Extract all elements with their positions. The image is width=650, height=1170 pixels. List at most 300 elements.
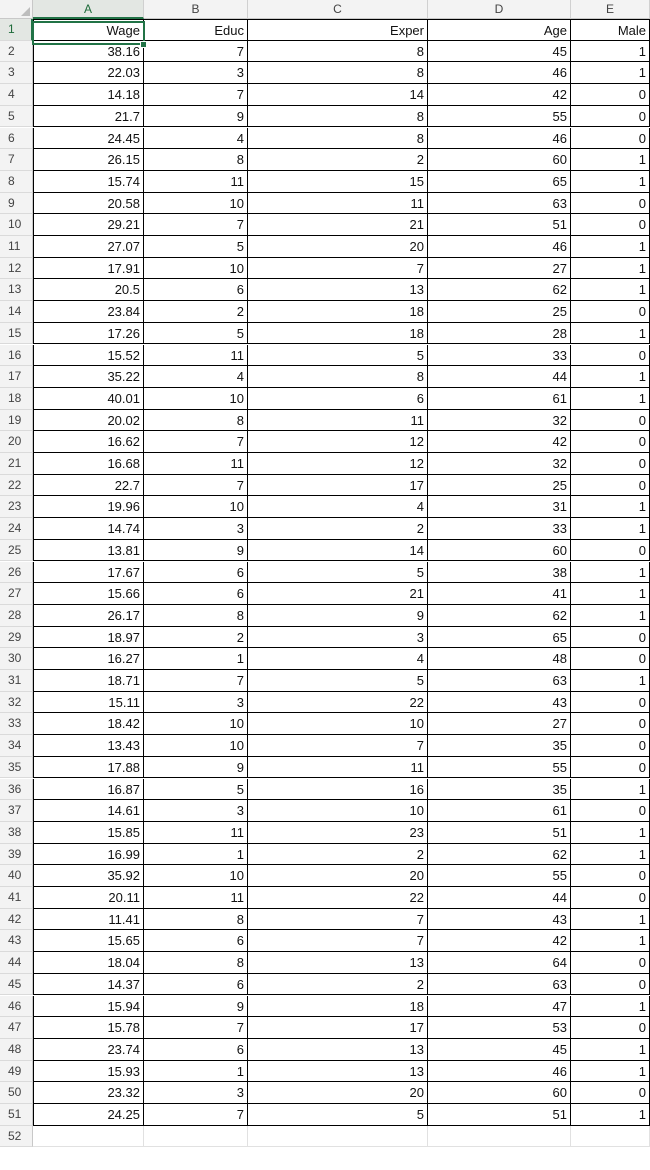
cell-a44[interactable]: 18.04 [33,952,144,974]
cell-b5[interactable]: 9 [144,106,248,128]
cell-b26[interactable]: 6 [144,562,248,584]
cell-d14[interactable]: 25 [428,301,571,323]
cell-a13[interactable]: 20.5 [33,279,144,301]
row-header-22[interactable]: 22 [0,475,33,497]
row-header-6[interactable]: 6 [0,128,33,150]
cell-a29[interactable]: 18.97 [33,627,144,649]
cell-d29[interactable]: 65 [428,627,571,649]
select-all-corner[interactable] [0,0,33,19]
row-header-30[interactable]: 30 [0,648,33,670]
cell-d13[interactable]: 62 [428,279,571,301]
cell-c5[interactable]: 8 [248,106,428,128]
row-header-41[interactable]: 41 [0,887,33,909]
column-header-e[interactable]: E [571,0,650,19]
cell-e45[interactable]: 0 [571,974,650,996]
row-header-52[interactable]: 52 [0,1126,33,1148]
row-header-36[interactable]: 36 [0,779,33,801]
row-header-37[interactable]: 37 [0,800,33,822]
cell-b9[interactable]: 10 [144,193,248,215]
cell-a5[interactable]: 21.7 [33,106,144,128]
row-header-32[interactable]: 32 [0,692,33,714]
cell-c37[interactable]: 10 [248,800,428,822]
cell-e6[interactable]: 0 [571,128,650,150]
cell-e21[interactable]: 0 [571,453,650,475]
row-header-39[interactable]: 39 [0,844,33,866]
cell-a32[interactable]: 15.11 [33,692,144,714]
cell-c14[interactable]: 18 [248,301,428,323]
cell-c1[interactable]: Exper [248,19,428,41]
cell-d28[interactable]: 62 [428,605,571,627]
cell-d30[interactable]: 48 [428,648,571,670]
row-header-16[interactable]: 16 [0,345,33,367]
row-header-49[interactable]: 49 [0,1061,33,1083]
row-header-14[interactable]: 14 [0,301,33,323]
cell-b17[interactable]: 4 [144,366,248,388]
cell-a10[interactable]: 29.21 [33,214,144,236]
cell-e16[interactable]: 0 [571,345,650,367]
cell-d11[interactable]: 46 [428,236,571,258]
cell-d6[interactable]: 46 [428,128,571,150]
row-header-34[interactable]: 34 [0,735,33,757]
cell-e8[interactable]: 1 [571,171,650,193]
cell-d18[interactable]: 61 [428,388,571,410]
cell-d50[interactable]: 60 [428,1082,571,1104]
cell-e3[interactable]: 1 [571,62,650,84]
cell-a22[interactable]: 22.7 [33,475,144,497]
cell-d40[interactable]: 55 [428,865,571,887]
cell-e40[interactable]: 0 [571,865,650,887]
cell-a40[interactable]: 35.92 [33,865,144,887]
cell-c50[interactable]: 20 [248,1082,428,1104]
cell-c45[interactable]: 2 [248,974,428,996]
cell-e48[interactable]: 1 [571,1039,650,1061]
row-header-10[interactable]: 10 [0,214,33,236]
fill-handle[interactable] [140,41,147,48]
cell-e2[interactable]: 1 [571,41,650,63]
cell-d4[interactable]: 42 [428,84,571,106]
cell-b21[interactable]: 11 [144,453,248,475]
cell-b39[interactable]: 1 [144,844,248,866]
cell-e7[interactable]: 1 [571,149,650,171]
cell-a52[interactable] [33,1126,144,1148]
cell-e22[interactable]: 0 [571,475,650,497]
cell-d2[interactable]: 45 [428,41,571,63]
cell-a36[interactable]: 16.87 [33,779,144,801]
cell-b10[interactable]: 7 [144,214,248,236]
cell-b34[interactable]: 10 [144,735,248,757]
cell-b22[interactable]: 7 [144,475,248,497]
cell-b52[interactable] [144,1126,248,1148]
cell-c10[interactable]: 21 [248,214,428,236]
cell-c30[interactable]: 4 [248,648,428,670]
cell-a24[interactable]: 14.74 [33,518,144,540]
cell-e13[interactable]: 1 [571,279,650,301]
cell-c35[interactable]: 11 [248,757,428,779]
row-header-48[interactable]: 48 [0,1039,33,1061]
cell-a1[interactable]: Wage [33,19,144,41]
cell-c17[interactable]: 8 [248,366,428,388]
cell-d43[interactable]: 42 [428,930,571,952]
cell-a43[interactable]: 15.65 [33,930,144,952]
column-header-c[interactable]: C [248,0,428,19]
cell-e18[interactable]: 1 [571,388,650,410]
cell-e1[interactable]: Male [571,19,650,41]
row-header-1[interactable]: 1 [0,19,33,41]
cell-a2[interactable]: 38.16 [33,41,144,63]
cell-a16[interactable]: 15.52 [33,345,144,367]
row-header-44[interactable]: 44 [0,952,33,974]
cell-d38[interactable]: 51 [428,822,571,844]
row-header-35[interactable]: 35 [0,757,33,779]
cell-b24[interactable]: 3 [144,518,248,540]
cell-e12[interactable]: 1 [571,258,650,280]
cell-e37[interactable]: 0 [571,800,650,822]
row-header-25[interactable]: 25 [0,540,33,562]
cell-a49[interactable]: 15.93 [33,1061,144,1083]
cell-b2[interactable]: 7 [144,41,248,63]
cell-c43[interactable]: 7 [248,930,428,952]
cell-c21[interactable]: 12 [248,453,428,475]
cell-a28[interactable]: 26.17 [33,605,144,627]
cell-d24[interactable]: 33 [428,518,571,540]
cell-b44[interactable]: 8 [144,952,248,974]
column-header-d[interactable]: D [428,0,571,19]
cell-c6[interactable]: 8 [248,128,428,150]
cell-c34[interactable]: 7 [248,735,428,757]
cell-d23[interactable]: 31 [428,496,571,518]
cell-d5[interactable]: 55 [428,106,571,128]
cell-b50[interactable]: 3 [144,1082,248,1104]
cell-c49[interactable]: 13 [248,1061,428,1083]
cell-d46[interactable]: 47 [428,996,571,1018]
cell-a45[interactable]: 14.37 [33,974,144,996]
row-header-8[interactable]: 8 [0,171,33,193]
cell-e23[interactable]: 1 [571,496,650,518]
row-header-50[interactable]: 50 [0,1082,33,1104]
cell-a18[interactable]: 40.01 [33,388,144,410]
cell-b15[interactable]: 5 [144,323,248,345]
cell-b40[interactable]: 10 [144,865,248,887]
cell-c40[interactable]: 20 [248,865,428,887]
cell-b36[interactable]: 5 [144,779,248,801]
cell-e28[interactable]: 1 [571,605,650,627]
cell-e9[interactable]: 0 [571,193,650,215]
row-header-3[interactable]: 3 [0,62,33,84]
row-header-28[interactable]: 28 [0,605,33,627]
cell-a38[interactable]: 15.85 [33,822,144,844]
cell-d45[interactable]: 63 [428,974,571,996]
cell-e32[interactable]: 0 [571,692,650,714]
row-header-11[interactable]: 11 [0,236,33,258]
cell-a11[interactable]: 27.07 [33,236,144,258]
cell-d7[interactable]: 60 [428,149,571,171]
row-header-21[interactable]: 21 [0,453,33,475]
cell-d15[interactable]: 28 [428,323,571,345]
cell-c44[interactable]: 13 [248,952,428,974]
row-header-9[interactable]: 9 [0,193,33,215]
cell-c22[interactable]: 17 [248,475,428,497]
cell-c15[interactable]: 18 [248,323,428,345]
cell-e15[interactable]: 1 [571,323,650,345]
column-header-b[interactable]: B [144,0,248,19]
cell-b16[interactable]: 11 [144,345,248,367]
row-header-29[interactable]: 29 [0,627,33,649]
cell-d44[interactable]: 64 [428,952,571,974]
cell-c51[interactable]: 5 [248,1104,428,1126]
cell-a30[interactable]: 16.27 [33,648,144,670]
cell-d51[interactable]: 51 [428,1104,571,1126]
cell-b29[interactable]: 2 [144,627,248,649]
row-header-2[interactable]: 2 [0,41,33,63]
cell-a20[interactable]: 16.62 [33,431,144,453]
cell-c27[interactable]: 21 [248,583,428,605]
cell-b12[interactable]: 10 [144,258,248,280]
cell-e39[interactable]: 1 [571,844,650,866]
cell-b48[interactable]: 6 [144,1039,248,1061]
row-header-5[interactable]: 5 [0,106,33,128]
row-header-43[interactable]: 43 [0,930,33,952]
cell-d25[interactable]: 60 [428,540,571,562]
cell-d27[interactable]: 41 [428,583,571,605]
cell-b32[interactable]: 3 [144,692,248,714]
cell-c18[interactable]: 6 [248,388,428,410]
cell-b35[interactable]: 9 [144,757,248,779]
row-header-38[interactable]: 38 [0,822,33,844]
cell-a41[interactable]: 20.11 [33,887,144,909]
cell-b46[interactable]: 9 [144,996,248,1018]
cell-a6[interactable]: 24.45 [33,128,144,150]
cell-a33[interactable]: 18.42 [33,713,144,735]
cell-b49[interactable]: 1 [144,1061,248,1083]
cell-e42[interactable]: 1 [571,909,650,931]
row-header-24[interactable]: 24 [0,518,33,540]
row-header-46[interactable]: 46 [0,996,33,1018]
cell-b20[interactable]: 7 [144,431,248,453]
cell-e31[interactable]: 1 [571,670,650,692]
cell-c26[interactable]: 5 [248,562,428,584]
cell-c32[interactable]: 22 [248,692,428,714]
cell-d16[interactable]: 33 [428,345,571,367]
cell-a48[interactable]: 23.74 [33,1039,144,1061]
row-header-15[interactable]: 15 [0,323,33,345]
cell-a23[interactable]: 19.96 [33,496,144,518]
cell-b14[interactable]: 2 [144,301,248,323]
row-header-47[interactable]: 47 [0,1017,33,1039]
cell-a8[interactable]: 15.74 [33,171,144,193]
cell-a25[interactable]: 13.81 [33,540,144,562]
cell-b28[interactable]: 8 [144,605,248,627]
cell-a12[interactable]: 17.91 [33,258,144,280]
cell-d10[interactable]: 51 [428,214,571,236]
cell-e27[interactable]: 1 [571,583,650,605]
cell-e49[interactable]: 1 [571,1061,650,1083]
cell-d33[interactable]: 27 [428,713,571,735]
cell-c38[interactable]: 23 [248,822,428,844]
cell-b19[interactable]: 8 [144,410,248,432]
cell-b27[interactable]: 6 [144,583,248,605]
cell-b23[interactable]: 10 [144,496,248,518]
cell-c7[interactable]: 2 [248,149,428,171]
cell-e35[interactable]: 0 [571,757,650,779]
cell-a14[interactable]: 23.84 [33,301,144,323]
cell-e24[interactable]: 1 [571,518,650,540]
cell-d39[interactable]: 62 [428,844,571,866]
cell-b31[interactable]: 7 [144,670,248,692]
cell-c23[interactable]: 4 [248,496,428,518]
cell-c28[interactable]: 9 [248,605,428,627]
cell-b13[interactable]: 6 [144,279,248,301]
cell-b30[interactable]: 1 [144,648,248,670]
cell-b41[interactable]: 11 [144,887,248,909]
row-header-33[interactable]: 33 [0,713,33,735]
cell-d35[interactable]: 55 [428,757,571,779]
cell-c36[interactable]: 16 [248,779,428,801]
cell-e51[interactable]: 1 [571,1104,650,1126]
cell-a4[interactable]: 14.18 [33,84,144,106]
cell-d20[interactable]: 42 [428,431,571,453]
cell-c8[interactable]: 15 [248,171,428,193]
row-header-20[interactable]: 20 [0,431,33,453]
cell-d37[interactable]: 61 [428,800,571,822]
cell-e41[interactable]: 0 [571,887,650,909]
cell-a46[interactable]: 15.94 [33,996,144,1018]
cell-e25[interactable]: 0 [571,540,650,562]
cell-d42[interactable]: 43 [428,909,571,931]
cell-e20[interactable]: 0 [571,431,650,453]
cell-d22[interactable]: 25 [428,475,571,497]
cell-a37[interactable]: 14.61 [33,800,144,822]
cell-d8[interactable]: 65 [428,171,571,193]
cell-a35[interactable]: 17.88 [33,757,144,779]
column-header-a[interactable]: A [33,0,144,19]
cell-d12[interactable]: 27 [428,258,571,280]
cell-a17[interactable]: 35.22 [33,366,144,388]
cell-d48[interactable]: 45 [428,1039,571,1061]
cell-e33[interactable]: 0 [571,713,650,735]
cell-b33[interactable]: 10 [144,713,248,735]
cell-b7[interactable]: 8 [144,149,248,171]
cell-a27[interactable]: 15.66 [33,583,144,605]
row-header-7[interactable]: 7 [0,149,33,171]
row-header-4[interactable]: 4 [0,84,33,106]
cell-a42[interactable]: 11.41 [33,909,144,931]
cell-e14[interactable]: 0 [571,301,650,323]
row-header-23[interactable]: 23 [0,496,33,518]
row-header-51[interactable]: 51 [0,1104,33,1126]
row-header-12[interactable]: 12 [0,258,33,280]
cell-d36[interactable]: 35 [428,779,571,801]
cell-c24[interactable]: 2 [248,518,428,540]
cell-d41[interactable]: 44 [428,887,571,909]
cell-c25[interactable]: 14 [248,540,428,562]
cell-e30[interactable]: 0 [571,648,650,670]
cell-b4[interactable]: 7 [144,84,248,106]
row-header-26[interactable]: 26 [0,562,33,584]
cell-e43[interactable]: 1 [571,930,650,952]
cell-d19[interactable]: 32 [428,410,571,432]
cell-b45[interactable]: 6 [144,974,248,996]
cell-a26[interactable]: 17.67 [33,562,144,584]
cell-c2[interactable]: 8 [248,41,428,63]
row-header-45[interactable]: 45 [0,974,33,996]
cell-e50[interactable]: 0 [571,1082,650,1104]
cell-c33[interactable]: 10 [248,713,428,735]
cell-a50[interactable]: 23.32 [33,1082,144,1104]
cell-c52[interactable] [248,1126,428,1148]
cell-e38[interactable]: 1 [571,822,650,844]
cell-c42[interactable]: 7 [248,909,428,931]
cell-c3[interactable]: 8 [248,62,428,84]
cell-a34[interactable]: 13.43 [33,735,144,757]
cell-a7[interactable]: 26.15 [33,149,144,171]
cell-d21[interactable]: 32 [428,453,571,475]
cell-b1[interactable]: Educ [144,19,248,41]
cell-a51[interactable]: 24.25 [33,1104,144,1126]
cell-e29[interactable]: 0 [571,627,650,649]
row-header-18[interactable]: 18 [0,388,33,410]
cell-a21[interactable]: 16.68 [33,453,144,475]
cell-e4[interactable]: 0 [571,84,650,106]
cell-d52[interactable] [428,1126,571,1148]
cell-c47[interactable]: 17 [248,1017,428,1039]
cell-a31[interactable]: 18.71 [33,670,144,692]
cell-c12[interactable]: 7 [248,258,428,280]
cell-e26[interactable]: 1 [571,562,650,584]
cell-d32[interactable]: 43 [428,692,571,714]
cell-b18[interactable]: 10 [144,388,248,410]
cell-a47[interactable]: 15.78 [33,1017,144,1039]
cell-c39[interactable]: 2 [248,844,428,866]
cell-b3[interactable]: 3 [144,62,248,84]
cell-c29[interactable]: 3 [248,627,428,649]
cell-e36[interactable]: 1 [571,779,650,801]
cell-d26[interactable]: 38 [428,562,571,584]
cell-d31[interactable]: 63 [428,670,571,692]
row-header-31[interactable]: 31 [0,670,33,692]
cell-d3[interactable]: 46 [428,62,571,84]
cell-b38[interactable]: 11 [144,822,248,844]
cell-c19[interactable]: 11 [248,410,428,432]
row-header-13[interactable]: 13 [0,279,33,301]
cell-a3[interactable]: 22.03 [33,62,144,84]
cell-c16[interactable]: 5 [248,345,428,367]
cell-b37[interactable]: 3 [144,800,248,822]
row-header-27[interactable]: 27 [0,583,33,605]
cell-b8[interactable]: 11 [144,171,248,193]
row-header-19[interactable]: 19 [0,410,33,432]
cell-a15[interactable]: 17.26 [33,323,144,345]
cell-c13[interactable]: 13 [248,279,428,301]
cell-e52[interactable] [571,1126,650,1148]
cell-d49[interactable]: 46 [428,1061,571,1083]
cell-d17[interactable]: 44 [428,366,571,388]
cell-c4[interactable]: 14 [248,84,428,106]
cell-e11[interactable]: 1 [571,236,650,258]
cell-b25[interactable]: 9 [144,540,248,562]
cell-d9[interactable]: 63 [428,193,571,215]
cell-b47[interactable]: 7 [144,1017,248,1039]
cell-a9[interactable]: 20.58 [33,193,144,215]
cell-c31[interactable]: 5 [248,670,428,692]
cell-e5[interactable]: 0 [571,106,650,128]
cell-b43[interactable]: 6 [144,930,248,952]
cell-c48[interactable]: 13 [248,1039,428,1061]
cell-c46[interactable]: 18 [248,996,428,1018]
row-header-17[interactable]: 17 [0,366,33,388]
cell-b6[interactable]: 4 [144,128,248,150]
cell-e44[interactable]: 0 [571,952,650,974]
cell-c11[interactable]: 20 [248,236,428,258]
